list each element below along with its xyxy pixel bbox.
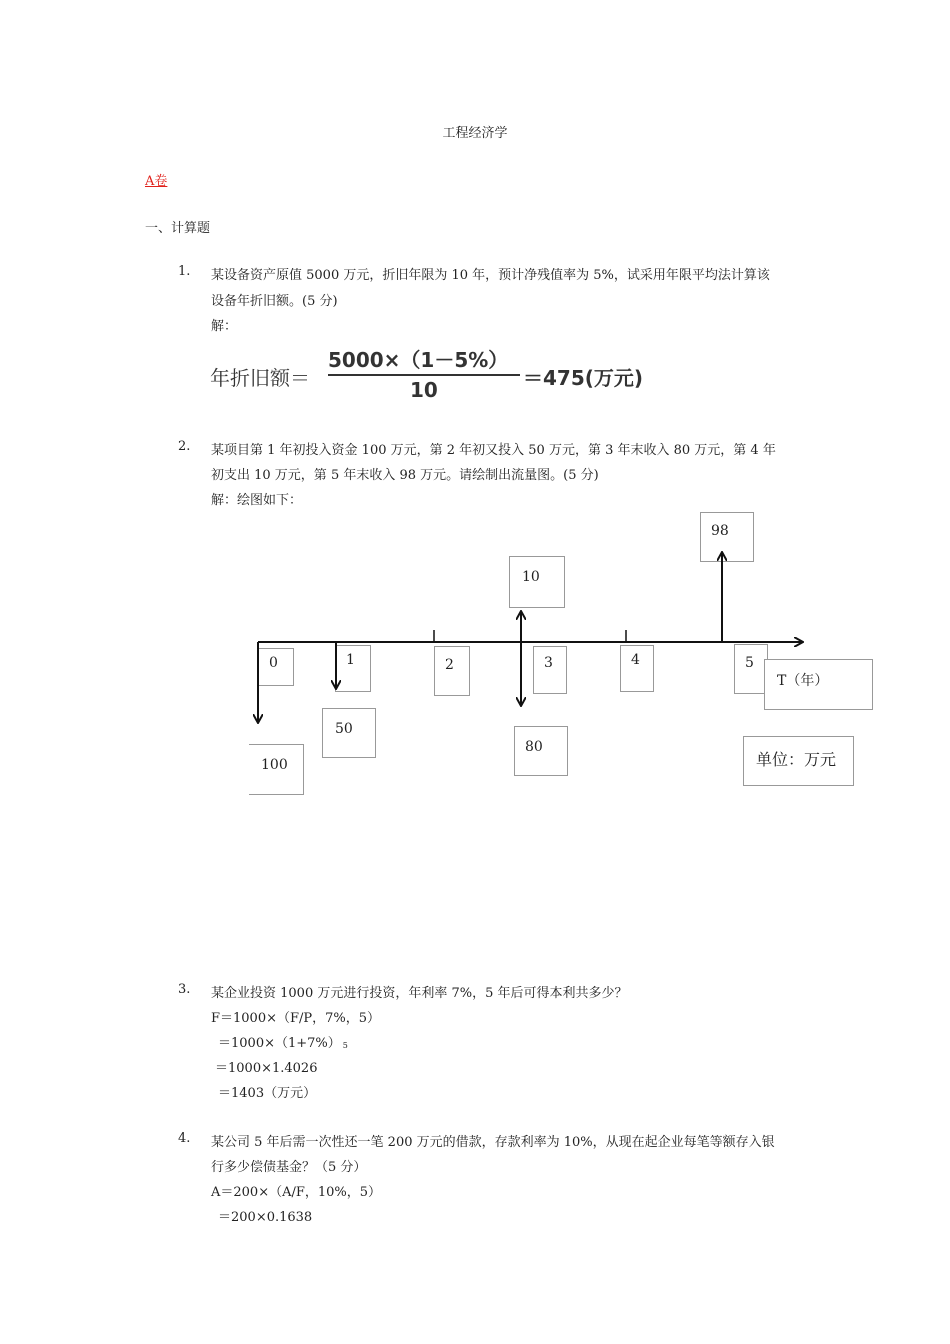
q4-step-2: ＝200×0.1638 bbox=[218, 1210, 313, 1225]
section-heading: 一、计算题 bbox=[145, 221, 211, 236]
q4-number: 4. bbox=[178, 1131, 191, 1146]
formula-numerator: 5000×（1－5%） bbox=[328, 348, 509, 372]
formula-fraction-bar bbox=[328, 374, 520, 376]
flow-box-50: 50 bbox=[322, 708, 376, 758]
q1-number: 1. bbox=[178, 264, 191, 279]
axis-label-box: T（年） bbox=[764, 659, 873, 710]
q3-step-4: ＝1403（万元） bbox=[218, 1086, 317, 1101]
formula-rhs: ＝475(万元) bbox=[523, 366, 644, 390]
q4-text-line1: 某公司 5 年后需一次性还一笔 200 万元的借款，存款利率为 10%，从现在起企业每笔等额存入银 bbox=[211, 1135, 775, 1150]
tick-box-1: 1 bbox=[335, 645, 371, 692]
formula-denominator: 10 bbox=[410, 378, 438, 402]
q4-text-line2: 行多少偿债基金？（5 分） bbox=[211, 1160, 367, 1175]
q3-number: 3. bbox=[178, 982, 191, 997]
q4-step-1: A＝200×（A/F，10%，5） bbox=[211, 1185, 382, 1200]
unit-box: 单位：万元 bbox=[743, 736, 854, 786]
flow-box-80: 80 bbox=[514, 726, 568, 776]
q1-text-line1: 某设备资产原值 5000 万元，折旧年限为 10 年，预计净残值率为 5%，试采用年限平均法计算该 bbox=[211, 268, 770, 283]
q3-step-3: ＝1000×1.4026 bbox=[215, 1061, 318, 1076]
q2-text-line2: 初支出 10 万元，第 5 年末收入 98 万元。请绘制出流量图。(5 分) bbox=[211, 468, 599, 483]
q2-answer-label: 解：绘图如下： bbox=[211, 493, 303, 508]
tick-box-2: 2 bbox=[434, 646, 470, 696]
q3-step-1: F＝1000×（F/P，7%，5） bbox=[211, 1011, 381, 1026]
formula-lhs: 年折旧额＝ bbox=[210, 366, 310, 390]
flow-box-10: 10 bbox=[509, 556, 565, 608]
tick-box-4: 4 bbox=[620, 645, 654, 692]
paper-label: A卷 bbox=[145, 174, 168, 189]
q3-text-line1: 某企业投资 1000 万元进行投资，年利率 7%，5 年后可得本利共多少？ bbox=[211, 986, 628, 1001]
flow-box-100: 100 bbox=[249, 744, 304, 795]
q2-number: 2. bbox=[178, 439, 191, 454]
q3-step-2: ＝1000×（1+7%） 5 bbox=[218, 1036, 348, 1051]
q2-text-line1: 某项目第 1 年初投入资金 100 万元，第 2 年初又投入 50 万元，第 3 年末收入 80 万元，第 4 年 bbox=[211, 443, 776, 458]
tick-box-5: 5 bbox=[734, 644, 768, 694]
q1-formula bbox=[210, 340, 670, 410]
q1-text-line2: 设备年折旧额。(5 分) bbox=[211, 294, 338, 309]
page-title: 工程经济学 bbox=[442, 126, 508, 141]
flow-box-98: 98 bbox=[700, 512, 754, 562]
tick-box-0: 0 bbox=[258, 648, 294, 686]
tick-box-3: 3 bbox=[533, 646, 567, 694]
q1-answer-label: 解： bbox=[211, 319, 238, 334]
